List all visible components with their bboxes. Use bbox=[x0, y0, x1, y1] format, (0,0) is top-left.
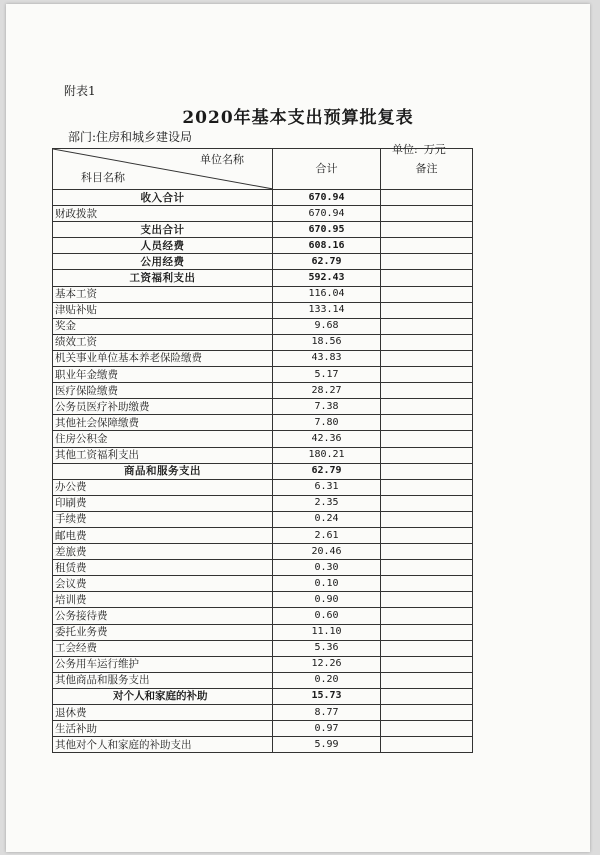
amount-cell: 2.61 bbox=[273, 527, 381, 543]
item-name-cell: 津贴补贴 bbox=[53, 302, 273, 318]
amount-cell: 20.46 bbox=[273, 544, 381, 560]
item-name-cell: 机关事业单位基本养老保险缴费 bbox=[53, 350, 273, 366]
table-row bbox=[53, 656, 473, 672]
table-row bbox=[53, 431, 473, 447]
table-row bbox=[53, 447, 473, 463]
header-item-name: 科目名称 bbox=[81, 171, 125, 184]
amount-cell: 5.99 bbox=[273, 737, 381, 753]
amount-cell: 6.31 bbox=[273, 479, 381, 495]
table-row bbox=[53, 222, 473, 238]
item-name-cell: 公务接待费 bbox=[53, 608, 273, 624]
table-row bbox=[53, 495, 473, 511]
header-note: 备注 bbox=[381, 149, 473, 190]
amount-cell: 0.20 bbox=[273, 672, 381, 688]
note-cell bbox=[381, 238, 473, 254]
item-name-cell: 住房公积金 bbox=[53, 431, 273, 447]
note-cell bbox=[381, 463, 473, 479]
item-name-cell: 工资福利支出 bbox=[53, 270, 273, 286]
item-name-cell: 财政拨款 bbox=[53, 206, 273, 222]
amount-cell: 5.36 bbox=[273, 640, 381, 656]
item-name-cell: 租赁费 bbox=[53, 560, 273, 576]
table-header-row bbox=[53, 149, 473, 190]
table-row bbox=[53, 463, 473, 479]
table-row bbox=[53, 560, 473, 576]
table-row bbox=[53, 206, 473, 222]
item-name-cell: 手续费 bbox=[53, 511, 273, 527]
note-cell bbox=[381, 576, 473, 592]
note-cell bbox=[381, 705, 473, 721]
table-row bbox=[53, 527, 473, 543]
item-name-cell: 培训费 bbox=[53, 592, 273, 608]
note-cell bbox=[381, 447, 473, 463]
note-cell bbox=[381, 383, 473, 399]
table-row bbox=[53, 624, 473, 640]
amount-cell: 62.79 bbox=[273, 254, 381, 270]
amount-cell: 15.73 bbox=[273, 688, 381, 704]
note-cell bbox=[381, 318, 473, 334]
note-cell bbox=[381, 254, 473, 270]
table-row bbox=[53, 592, 473, 608]
amount-cell: 0.97 bbox=[273, 721, 381, 737]
unit-label-value: 万元 bbox=[423, 143, 446, 156]
amount-cell: 62.79 bbox=[273, 463, 381, 479]
appendix-label: 附表1 bbox=[64, 84, 96, 98]
note-cell bbox=[381, 592, 473, 608]
item-name-cell: 公务员医疗补助缴费 bbox=[53, 399, 273, 415]
table-row bbox=[53, 511, 473, 527]
table-row bbox=[53, 190, 473, 206]
item-name-cell: 生活补助 bbox=[53, 721, 273, 737]
amount-cell: 0.10 bbox=[273, 576, 381, 592]
table-row bbox=[53, 576, 473, 592]
note-cell bbox=[381, 415, 473, 431]
note-cell bbox=[381, 688, 473, 704]
table-row bbox=[53, 640, 473, 656]
item-name-cell: 邮电费 bbox=[53, 527, 273, 543]
department-label: 部门:住房和城乡建设局 bbox=[68, 130, 193, 144]
item-name-cell: 绩效工资 bbox=[53, 334, 273, 350]
amount-cell: 670.94 bbox=[273, 206, 381, 222]
note-cell bbox=[381, 479, 473, 495]
note-cell bbox=[381, 222, 473, 238]
item-name-cell: 退休费 bbox=[53, 705, 273, 721]
amount-cell: 133.14 bbox=[273, 302, 381, 318]
item-name-cell: 其他商品和服务支出 bbox=[53, 672, 273, 688]
amount-cell: 11.10 bbox=[273, 624, 381, 640]
item-name-cell: 工会经费 bbox=[53, 640, 273, 656]
note-cell bbox=[381, 511, 473, 527]
note-cell bbox=[381, 367, 473, 383]
amount-cell: 2.35 bbox=[273, 495, 381, 511]
table-row bbox=[53, 270, 473, 286]
item-name-cell: 基本工资 bbox=[53, 286, 273, 302]
note-cell bbox=[381, 527, 473, 543]
item-name-cell: 办公费 bbox=[53, 479, 273, 495]
table-row bbox=[53, 383, 473, 399]
note-cell bbox=[381, 544, 473, 560]
note-cell bbox=[381, 350, 473, 366]
table-row bbox=[53, 318, 473, 334]
table-row bbox=[53, 705, 473, 721]
table-row bbox=[53, 672, 473, 688]
note-cell bbox=[381, 431, 473, 447]
note-cell bbox=[381, 560, 473, 576]
amount-cell: 9.68 bbox=[273, 318, 381, 334]
page-title: 2020年基本支出预算批复表 bbox=[182, 108, 414, 128]
item-name-cell: 公用经费 bbox=[53, 254, 273, 270]
table-row bbox=[53, 608, 473, 624]
amount-cell: 0.60 bbox=[273, 608, 381, 624]
table-row bbox=[53, 399, 473, 415]
amount-cell: 5.17 bbox=[273, 367, 381, 383]
amount-cell: 116.04 bbox=[273, 286, 381, 302]
item-name-cell: 其他社会保障缴费 bbox=[53, 415, 273, 431]
item-name-cell: 其他对个人和家庭的补助支出 bbox=[53, 737, 273, 753]
amount-cell: 0.90 bbox=[273, 592, 381, 608]
table-row bbox=[53, 334, 473, 350]
item-name-cell: 商品和服务支出 bbox=[53, 463, 273, 479]
amount-cell: 42.36 bbox=[273, 431, 381, 447]
item-name-cell: 公务用车运行维护 bbox=[53, 656, 273, 672]
table-row bbox=[53, 688, 473, 704]
note-cell bbox=[381, 302, 473, 318]
amount-cell: 28.27 bbox=[273, 383, 381, 399]
item-name-cell: 职业年金缴费 bbox=[53, 367, 273, 383]
amount-cell: 43.83 bbox=[273, 350, 381, 366]
item-name-cell: 印刷费 bbox=[53, 495, 273, 511]
amount-cell: 592.43 bbox=[273, 270, 381, 286]
amount-cell: 18.56 bbox=[273, 334, 381, 350]
amount-cell: 12.26 bbox=[273, 656, 381, 672]
note-cell bbox=[381, 206, 473, 222]
amount-cell: 8.77 bbox=[273, 705, 381, 721]
note-cell bbox=[381, 721, 473, 737]
table-row bbox=[53, 302, 473, 318]
table-row bbox=[53, 350, 473, 366]
item-name-cell: 其他工资福利支出 bbox=[53, 447, 273, 463]
amount-cell: 670.95 bbox=[273, 222, 381, 238]
note-cell bbox=[381, 672, 473, 688]
note-cell bbox=[381, 608, 473, 624]
table-row bbox=[53, 367, 473, 383]
header-diagonal-cell bbox=[53, 149, 273, 190]
note-cell bbox=[381, 737, 473, 753]
item-name-cell: 奖金 bbox=[53, 318, 273, 334]
amount-cell: 0.24 bbox=[273, 511, 381, 527]
table-row bbox=[53, 479, 473, 495]
note-cell bbox=[381, 656, 473, 672]
amount-cell: 0.30 bbox=[273, 560, 381, 576]
table-body bbox=[53, 190, 473, 753]
amount-cell: 608.16 bbox=[273, 238, 381, 254]
item-name-cell: 人员经费 bbox=[53, 238, 273, 254]
item-name-cell: 对个人和家庭的补助 bbox=[53, 688, 273, 704]
note-cell bbox=[381, 640, 473, 656]
note-cell bbox=[381, 190, 473, 206]
table-row bbox=[53, 544, 473, 560]
note-cell bbox=[381, 399, 473, 415]
table-row bbox=[53, 254, 473, 270]
table-row bbox=[53, 737, 473, 753]
note-cell bbox=[381, 624, 473, 640]
header-unit-name: 单位名称 bbox=[200, 153, 244, 166]
note-cell bbox=[381, 286, 473, 302]
unit-label-prefix: 单位: bbox=[392, 143, 418, 156]
note-cell bbox=[381, 270, 473, 286]
item-name-cell: 委托业务费 bbox=[53, 624, 273, 640]
table-row bbox=[53, 721, 473, 737]
note-cell bbox=[381, 334, 473, 350]
amount-cell: 7.38 bbox=[273, 399, 381, 415]
item-name-cell: 收入合计 bbox=[53, 190, 273, 206]
table-row bbox=[53, 415, 473, 431]
amount-cell: 180.21 bbox=[273, 447, 381, 463]
item-name-cell: 医疗保险缴费 bbox=[53, 383, 273, 399]
header-total: 合计 bbox=[273, 149, 381, 190]
item-name-cell: 差旅费 bbox=[53, 544, 273, 560]
item-name-cell: 会议费 bbox=[53, 576, 273, 592]
item-name-cell: 支出合计 bbox=[53, 222, 273, 238]
amount-cell: 670.94 bbox=[273, 190, 381, 206]
budget-table bbox=[52, 148, 473, 753]
amount-cell: 7.80 bbox=[273, 415, 381, 431]
table-row bbox=[53, 286, 473, 302]
note-cell bbox=[381, 495, 473, 511]
table-row bbox=[53, 238, 473, 254]
